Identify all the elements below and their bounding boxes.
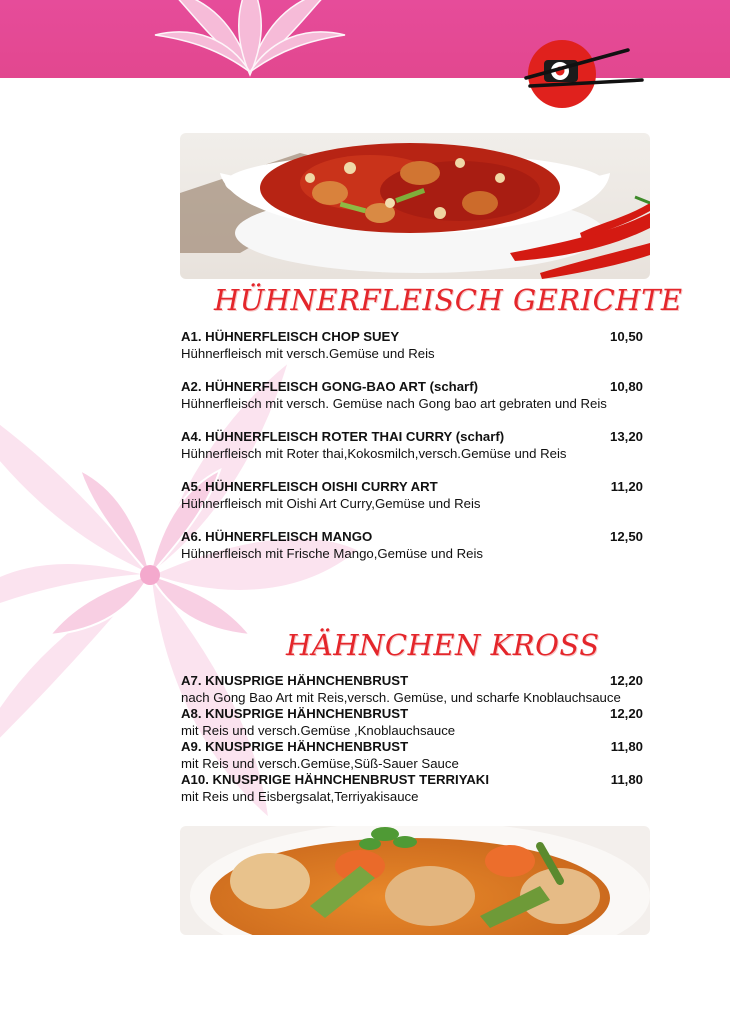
list-item [181,528,643,562]
list-item [181,328,643,362]
dish-price: 12,20 [609,706,643,721]
dish-description: Hühnerfleisch mit Oishi Art Curry,Gemüse und Reis [181,496,481,511]
dish-description: Hühnerfleisch mit versch.Gemüse und Reis [181,346,435,361]
dish-name: A9. KNUSPRIGE HÄHNCHENBRUST [181,739,409,754]
dish-name: A5. HÜHNERFLEISCH OISHI CURRY ART [181,479,438,494]
dish-price: 12,20 [609,673,643,688]
dish-price: 10,80 [609,379,643,394]
sushi-chopsticks-logo [520,34,645,109]
list-item [181,673,643,706]
list-item [181,772,643,805]
section-title: HÄHNCHEN KROSS [286,628,600,662]
list-item [181,428,643,462]
list-item [181,378,643,412]
dish-price: 12,50 [609,529,643,544]
kung-pao-chicken-photo [180,133,650,279]
dish-name: A4. HÜHNERFLEISCH ROTER THAI CURRY (scharf) [181,429,505,444]
dish-name: A6. HÜHNERFLEISCH MANGO [181,529,373,544]
dish-price: 10,50 [609,329,643,344]
dish-price: 11,80 [610,772,643,787]
dish-name: A2. HÜHNERFLEISCH GONG-BAO ART (scharf) [181,379,478,394]
dish-name: A1. HÜHNERFLEISCH CHOP SUEY [181,329,400,344]
dish-description: Hühnerfleisch mit Roter thai,Kokosmilch,versch.Gemüse und Reis [181,446,567,461]
dish-price: 13,20 [609,429,643,444]
dish-name: A8. KNUSPRIGE HÄHNCHENBRUST [181,706,409,721]
dish-name: A7. KNUSPRIGE HÄHNCHENBRUST [181,673,409,688]
section-title: HÜHNERFLEISCH GERICHTE [214,283,683,317]
chicken-curry-photo [180,826,650,935]
lotus-flower-icon [150,0,350,80]
list-item [181,739,643,772]
dish-description: mit Reis und Eisbergsalat,Terriyakisauce [181,788,419,804]
dish-description: nach Gong Bao Art mit Reis,versch. Gemüse, und scharfe Knoblauchsauce [181,689,621,705]
list-item [181,478,643,512]
list-item [181,706,643,739]
dish-description: mit Reis und versch.Gemüse ,Knoblauchsauce [181,722,456,738]
dish-description: Hühnerfleisch mit versch. Gemüse nach Gong bao art gebraten und Reis [181,396,607,411]
dish-description: mit Reis und versch.Gemüse,Süß-Sauer Sauce [181,755,459,771]
dish-price: 11,20 [610,479,643,494]
dish-name: A10. KNUSPRIGE HÄHNCHENBRUST TERRIYAKI [181,772,489,787]
dish-price: 11,80 [610,739,643,754]
dish-description: Hühnerfleisch mit Frische Mango,Gemüse und Reis [181,546,483,561]
